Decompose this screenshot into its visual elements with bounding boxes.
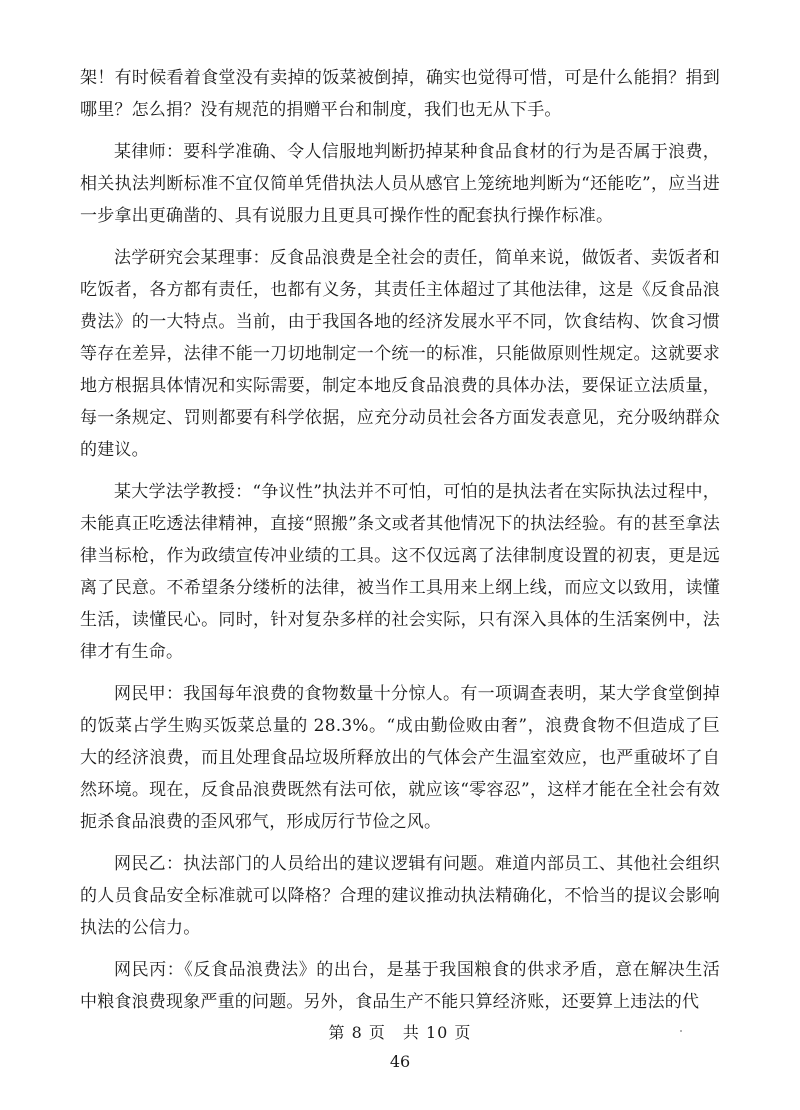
page-indicator: 第 8 页 共 10 页 <box>328 1023 472 1042</box>
paragraph-professor: 某大学法学教授：“争议性”执法并不可怕，可怕的是执法者在实际执法过程中，未能真正吃透法律精神，直接“照搬”条文或者其他情况下的执法经验。有的甚至拿法律当标枪，作为政绩宣传冲业绩的工具。这不仅远离了法律制度设置的初衷，更是远离了民意。不希望条分缕析的法律，被当作工具用来上纲上线，而应文以致用，读懂生活，读懂民心。同时，针对复杂多样的社会实际，只有深入具体的生活案例中，法律才有生命。 <box>80 482 720 662</box>
scan-speck-decoration <box>680 1030 682 1032</box>
paragraph-lawyer: 某律师：要科学准确、令人信服地判断扔掉某种食品食材的行为是否属于浪费，相关执法判断标准不宜仅简单凭借执法人员从感官上笼统地判断为“还能吃”，应当进一步拿出更确凿的、具有说服力且更具可操作性的配套执行操作标准。 <box>80 142 720 226</box>
paragraph-netizen-b: 网民乙：执法部门的人员给出的建议逻辑有问题。难道内部员工、其他社会组织的人员食品安全标准就可以降格？合理的建议推动执法精确化，不恰当的提议会影响执法的公信力。 <box>80 854 720 938</box>
paragraph-council-member: 法学研究会某理事：反食品浪费是全社会的责任，简单来说，做饭者、卖饭者和吃饭者，各方都有责任，也都有义务，其责任主体超过了其他法律，这是《反食品浪费法》的一大特点。当前，由于我国各地的经济发展水平不同，饮食结构、饮食习惯等存在差异，法律不能一刀切地制定一个统一的标准，只能做原则性规定。这就要求地方根据具体情况和实际需要，制定本地反食品浪费的具体办法，要保证立法质量，每一条规定、罚则都要有科学依据，应充分动员社会各方面发表意见，充分吸纳群众的建议。 <box>80 248 720 460</box>
document-body <box>80 62 720 1018</box>
paragraph-netizen-c: 网民丙：《反食品浪费法》的出台，是基于我国粮食的供求矛盾，意在解决生活中粮食浪费现象严重的问题。另外，食品生产不能只算经济账，还要算上违法的代 <box>80 960 720 1012</box>
paragraph-1: 架！有时候看着食堂没有卖掉的饭菜被倒掉，确实也觉得可惜，可是什么能捐？捐到哪里？怎么捐？没有规范的捐赠平台和制度，我们也无从下手。 <box>80 68 720 120</box>
paragraph-netizen-a: 网民甲：我国每年浪费的食物数量十分惊人。有一项调查表明，某大学食堂倒掉的饭菜占学生购买饭菜总量的 28.3%。“成由勤俭败由奢”，浪费食物不但造成了巨大的经济浪费，而且处理食品垃圾所释放出的气体会产生温室效应，也严重破坏了自然环境。现在，反食品浪费既然有法可依，就应该“零容忍”，这样才能在全社会有效扼杀食品浪费的歪风邪气，形成厉行节俭之风。 <box>80 684 720 832</box>
page-number: 46 <box>389 1052 411 1071</box>
